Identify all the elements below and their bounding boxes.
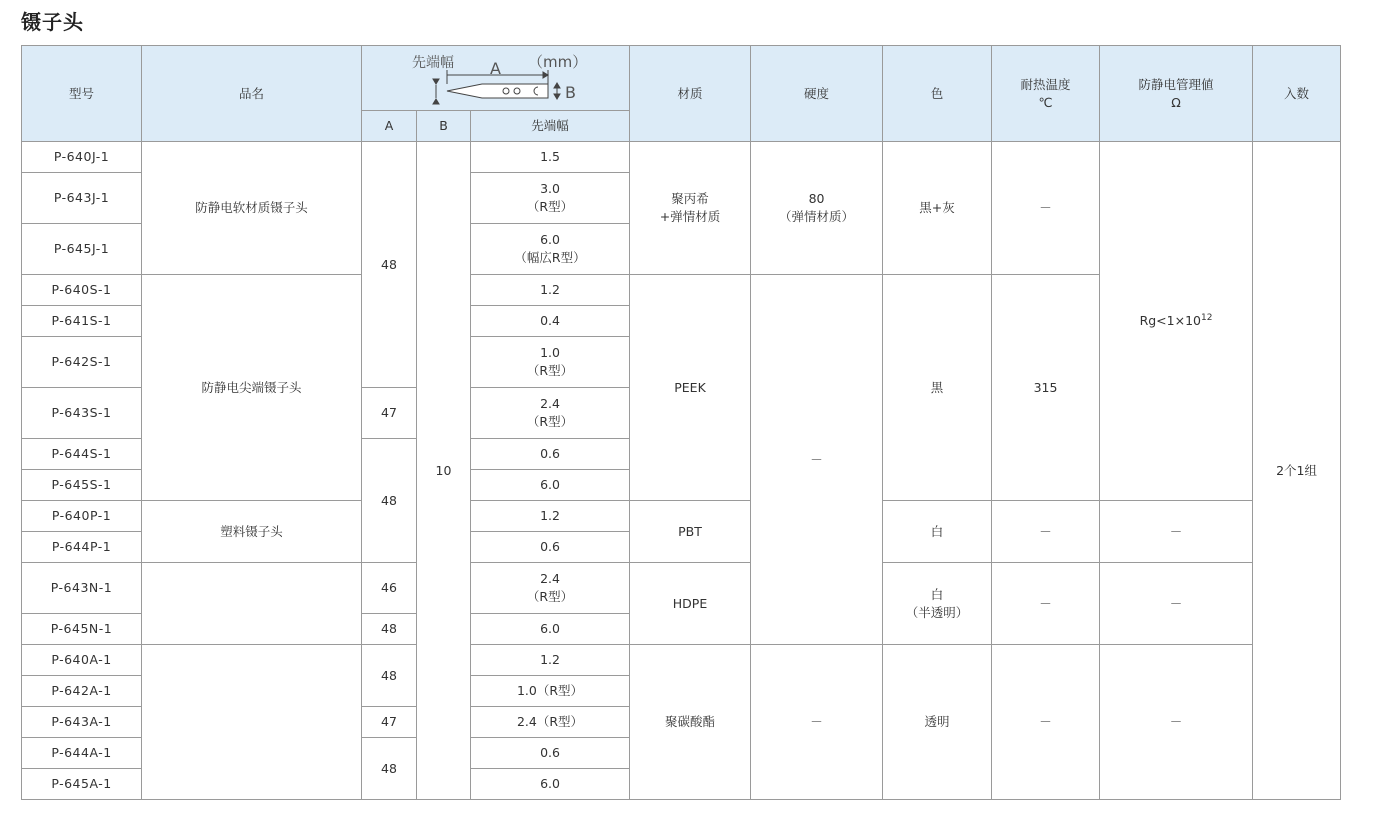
dim-a-cell: 48 [362,439,417,563]
name-cell: 防静电软材质镊子头 [142,142,362,275]
header-esd-value: 防静电管理値 Ω [1100,46,1253,142]
tip-width-cell: 1.0（R型） [471,676,630,707]
model-cell: P-644P-1 [22,532,142,563]
material-cell: 聚丙希 +弹情材质 [630,142,751,275]
material-cell: HDPE [630,563,751,645]
color-cell: 黒+灰 [883,142,992,275]
diagram-b-label: B [565,83,576,102]
model-cell: P-645A-1 [22,769,142,800]
spec-table [21,45,1341,800]
table-row [22,563,1341,614]
tip-width-cell: 6.0 [471,614,630,645]
header-quantity: 入数 [1253,46,1341,142]
diagram-tip-label: 先端幅 [412,55,454,71]
dim-a-cell: 47 [362,707,417,738]
material-cell: PEEK [630,275,751,501]
model-cell: P-640P-1 [22,501,142,532]
tweezer-tip-diagram [362,46,630,110]
heat-cell: － [992,645,1100,800]
model-cell: P-640J-1 [22,142,142,173]
model-cell: P-640A-1 [22,645,142,676]
tip-width-cell: 0.6 [471,738,630,769]
tip-width-cell: 3.0 （R型） [471,173,630,224]
hardness-cell: － [751,275,883,645]
esd-exponent: 12 [1201,312,1213,323]
color-cell: 透明 [883,645,992,800]
color-cell: 白 [883,501,992,563]
header-dim-b: B [417,111,471,142]
header-heat-resistance: 耐热温度 ℃ [992,46,1100,142]
header-dim-a: A [362,111,417,142]
model-cell: P-640S-1 [22,275,142,306]
tip-width-cell: 0.4 [471,306,630,337]
heat-cell: － [992,142,1100,275]
header-model: 型号 [22,46,142,142]
tip-width-cell: 2.4 （R型） [471,388,630,439]
diagram-a-label: A [490,59,501,78]
model-cell: P-645N-1 [22,614,142,645]
table-row [22,142,1341,173]
tip-width-cell: 1.5 [471,142,630,173]
esd-cell [1100,142,1253,501]
model-cell: P-642A-1 [22,676,142,707]
dim-a-cell: 46 [362,563,417,614]
name-cell: 防静电尖端镊子头 [142,275,362,501]
tip-width-cell: 2.4 （R型） [471,563,630,614]
material-cell: PBT [630,501,751,563]
model-cell: P-644S-1 [22,439,142,470]
model-cell: P-643A-1 [22,707,142,738]
header-name: 品名 [142,46,362,142]
color-cell: 白 （半透明） [883,563,992,645]
esd-base: Rg<1×10 [1139,313,1201,328]
esd-cell: － [1100,563,1253,645]
tip-width-cell: 0.6 [471,532,630,563]
dim-a-cell: 47 [362,388,417,439]
tip-width-cell: 0.6 [471,439,630,470]
model-cell: P-642S-1 [22,337,142,388]
model-cell: P-643N-1 [22,563,142,614]
header-material: 材质 [630,46,751,142]
esd-cell: － [1100,645,1253,800]
header-row [22,46,1341,111]
dim-a-cell: 48 [362,738,417,800]
color-cell: 黒 [883,275,992,501]
dim-a-cell: 48 [362,614,417,645]
table-row [22,645,1341,676]
heat-cell: 315 [992,275,1100,501]
name-cell [142,563,362,645]
header-tip-width: 先端幅 [471,111,630,142]
header-hardness: 硬度 [751,46,883,142]
quantity-cell: 2个1组 [1253,142,1341,800]
model-cell: P-645J-1 [22,224,142,275]
model-cell: P-643S-1 [22,388,142,439]
tip-width-cell: 6.0 [471,470,630,501]
model-cell: P-645S-1 [22,470,142,501]
dim-a-cell: 48 [362,142,417,388]
tip-width-cell: 6.0 （幅広R型） [471,224,630,275]
dim-b-cell: 10 [417,142,471,800]
hardness-cell: － [751,645,883,800]
tweezer-tip-shape [433,70,560,104]
esd-cell: － [1100,501,1253,563]
tip-width-cell: 2.4（R型） [471,707,630,738]
heat-cell: － [992,501,1100,563]
name-cell [142,645,362,800]
model-cell: P-641S-1 [22,306,142,337]
model-cell: P-644A-1 [22,738,142,769]
material-cell: 聚碳酸酯 [630,645,751,800]
name-cell: 塑料镊子头 [142,501,362,563]
table-row [22,501,1341,532]
dim-a-cell: 48 [362,645,417,707]
page-title: 镊子头 [21,10,84,34]
diagram-unit-label: （mm） [528,53,588,71]
tip-width-cell: 1.2 [471,645,630,676]
tip-width-cell: 1.2 [471,275,630,306]
hardness-cell: 80 （弹情材质） [751,142,883,275]
dimension-diagram [362,46,630,111]
heat-cell: － [992,563,1100,645]
tip-width-cell: 6.0 [471,769,630,800]
tip-width-cell: 1.2 [471,501,630,532]
tip-width-cell: 1.0 （R型） [471,337,630,388]
header-color: 色 [883,46,992,142]
model-cell: P-643J-1 [22,173,142,224]
